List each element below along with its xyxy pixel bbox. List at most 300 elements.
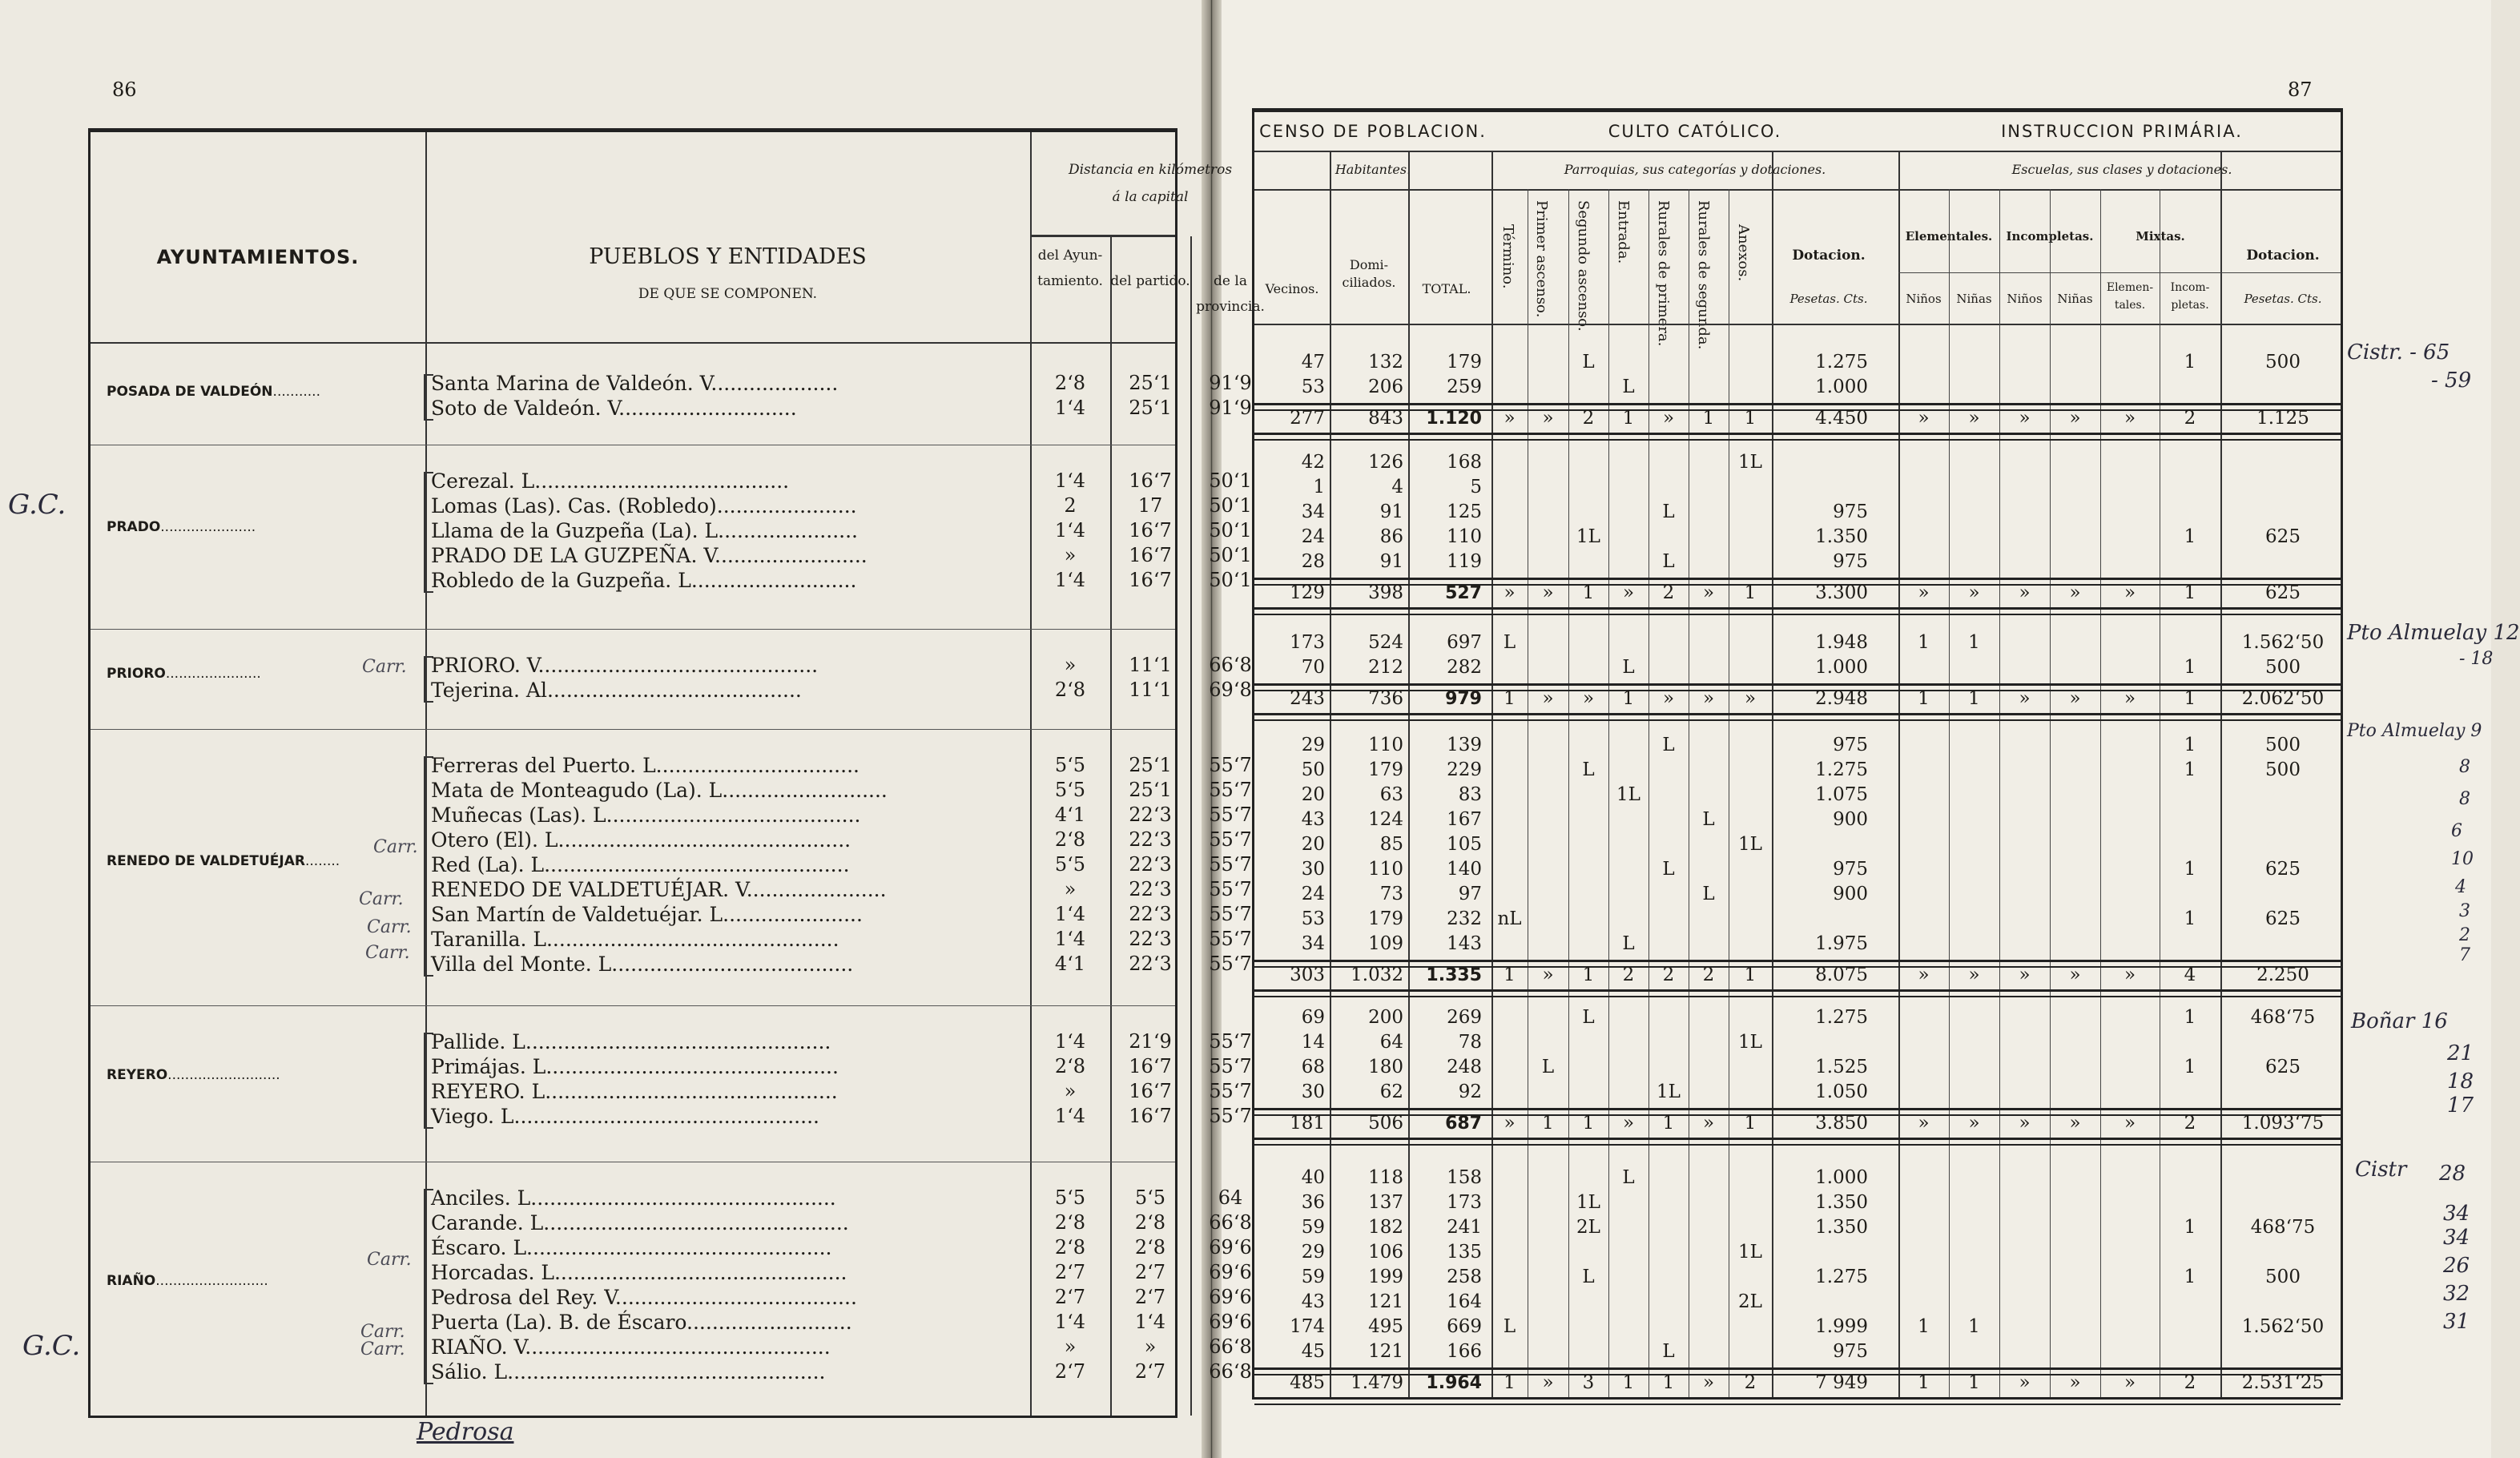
pueblo-name: Llama de la Guzpeña (La). L xyxy=(431,519,719,542)
leader-dots: .............................................. xyxy=(545,1055,839,1078)
total-cell: 139 xyxy=(1447,735,1482,755)
parroquia-total: 1 xyxy=(1744,582,1757,603)
vecinos-cell: 29 xyxy=(1301,735,1325,755)
pueblo-row xyxy=(431,1235,1028,1260)
dotacion-escuela-cell: 468‘75 xyxy=(2250,1217,2316,1238)
distance-provincia: 55‘7 xyxy=(1209,928,1252,950)
distance-provincia: 55‘7 xyxy=(1209,1055,1252,1077)
pueblo-row xyxy=(431,1335,1028,1359)
distance-ayuntamiento: » xyxy=(1064,1080,1077,1102)
leader-dots: ...................... xyxy=(165,666,261,682)
dotacion-cell: 1.050 xyxy=(1815,1081,1868,1102)
parroquia-total: 1 xyxy=(1542,1113,1554,1134)
parroquia-total: 2 xyxy=(1622,965,1635,985)
pueblo-name: Anciles. L xyxy=(431,1186,531,1210)
escuela-total: » xyxy=(2123,408,2136,429)
grid-v-line-esc xyxy=(1949,189,1950,1397)
domiciliados-total: 398 xyxy=(1368,582,1403,603)
grid-v-line-esc xyxy=(2100,189,2101,1397)
distance-partido: 2‘7 xyxy=(1134,1286,1166,1308)
parroquia-cell: L xyxy=(1662,1341,1675,1362)
vecinos-cell: 20 xyxy=(1301,784,1325,805)
parroquia-cell: 1L xyxy=(1576,526,1600,547)
pueblo-name: Otero (El). L xyxy=(431,828,558,852)
parroquia-total: » xyxy=(1542,688,1554,709)
header-escuelas: Escuelas, sus clases y dotaciones. xyxy=(2011,162,2232,177)
escuela-cell: 1 xyxy=(2184,657,2196,678)
right-margin-note: 34 xyxy=(2443,1226,2470,1250)
carr-note: Carr. xyxy=(360,1322,405,1342)
escuela-cell: 1 xyxy=(2184,908,2196,929)
dotacion-escuela-cell: 500 xyxy=(2265,352,2301,373)
pueblo-name: REYERO. L xyxy=(431,1080,545,1103)
pueblo-row xyxy=(431,493,1028,518)
escuela-total: » xyxy=(2123,582,2136,603)
escuela-total: 1 xyxy=(2184,688,2196,709)
domiciliados-cell: 132 xyxy=(1368,352,1403,373)
header-domiciliados: Domi- ciliados. xyxy=(1342,257,1396,290)
vecinos-cell: 34 xyxy=(1301,933,1325,954)
vecinos-cell: 36 xyxy=(1301,1192,1325,1213)
municipality-label: REYERO xyxy=(107,1067,168,1083)
total-bottom-rule xyxy=(1254,607,2341,615)
carr-note: Carr. xyxy=(362,657,407,677)
census-table xyxy=(1252,108,2343,1400)
escuela-total: » xyxy=(2019,688,2031,709)
total-cell: 669 xyxy=(1447,1316,1482,1337)
header-instruccion: INSTRUCCION PRIMÁRIA. xyxy=(2001,122,2243,141)
total-cell: 166 xyxy=(1447,1341,1482,1362)
domiciliados-cell: 63 xyxy=(1379,784,1403,805)
distance-ayuntamiento: 2‘8 xyxy=(1054,1236,1086,1259)
vecinos-cell: 59 xyxy=(1301,1217,1325,1238)
vecinos-cell: 45 xyxy=(1301,1341,1325,1362)
total-cell: 97 xyxy=(1458,884,1482,904)
total-cell: 179 xyxy=(1447,352,1482,373)
leader-dots: ...................... xyxy=(746,878,887,901)
distance-ayuntamiento: 1‘4 xyxy=(1054,519,1086,542)
distance-partido: 16‘7 xyxy=(1129,519,1172,542)
distance-ayuntamiento: 1‘4 xyxy=(1054,1311,1086,1333)
parroquia-total: » xyxy=(1702,1113,1715,1134)
distance-provincia: 55‘7 xyxy=(1209,754,1252,776)
municipality-label: PRIORO xyxy=(107,666,166,682)
vecinos-total: 243 xyxy=(1290,688,1325,709)
parroquia-total: 1 xyxy=(1662,1113,1675,1134)
total-bottom-rule xyxy=(1254,989,2341,997)
distance-provincia: 50‘1 xyxy=(1209,494,1252,517)
total-cell: 140 xyxy=(1447,859,1482,880)
header-pesetas-escuelas: Pesetas. Cts. xyxy=(2244,292,2322,306)
domiciliados-cell: 91 xyxy=(1379,501,1403,522)
carr-note: Carr. xyxy=(367,917,412,937)
habitantes-total: 1.335 xyxy=(1426,965,1482,985)
parroquia-total: 1 xyxy=(1582,965,1595,985)
escuela-total: » xyxy=(2123,965,2136,985)
parroquia-cell: L xyxy=(1582,1007,1595,1028)
header-primer-ascenso: Segundo ascenso. xyxy=(1575,200,1592,332)
domiciliados-cell: 182 xyxy=(1368,1217,1403,1238)
dotacion-cell: 1.350 xyxy=(1815,1192,1868,1213)
domiciliados-cell: 110 xyxy=(1368,859,1403,880)
pueblo-row xyxy=(431,1260,1028,1285)
pueblo-row xyxy=(431,1104,1028,1129)
distance-ayuntamiento: 2‘8 xyxy=(1054,372,1086,394)
distance-ayuntamiento: » xyxy=(1064,1335,1077,1358)
municipality-name xyxy=(107,666,261,682)
header-mixtas: Mixtas. xyxy=(2136,229,2185,244)
vecinos-cell: 70 xyxy=(1301,657,1325,678)
parroquia-cell: L xyxy=(1662,551,1675,572)
dotacion-cell: 975 xyxy=(1833,735,1868,755)
distance-provincia: 91‘9 xyxy=(1209,372,1252,394)
pueblo-name: Cerezal. L xyxy=(431,469,535,493)
domiciliados-cell: 179 xyxy=(1368,908,1403,929)
header-incomp-ninos: Niños xyxy=(2007,292,2043,306)
header-parroquias: Parroquias, sus categorías y dotaciones. xyxy=(1564,162,1826,177)
escuela-cell: 1 xyxy=(1968,1316,1980,1337)
total-cell: 158 xyxy=(1447,1167,1482,1188)
escuela-total: » xyxy=(1918,408,1930,429)
vecinos-cell: 53 xyxy=(1301,908,1325,929)
distance-provincia: 50‘1 xyxy=(1209,519,1252,542)
vecinos-cell: 1 xyxy=(1313,477,1325,497)
leader-dots: .......................... xyxy=(722,779,888,802)
page-number-right: 87 xyxy=(2288,79,2313,101)
municipality-separator xyxy=(91,629,1175,630)
right-margin-note: 26 xyxy=(2443,1254,2470,1278)
header-rurales-primera: Rurales de primera. xyxy=(1655,200,1672,347)
domiciliados-cell: 200 xyxy=(1368,1007,1403,1028)
total-cell: 229 xyxy=(1447,759,1482,780)
vecinos-total: 129 xyxy=(1290,582,1325,603)
carr-note: Carr. xyxy=(360,1339,405,1359)
leader-dots: .......................... xyxy=(690,569,857,592)
pueblo-row xyxy=(431,1186,1028,1210)
municipality-label: RENEDO DE VALDETUÉJAR xyxy=(107,852,305,869)
dotacion-escuela-cell: 1.562‘50 xyxy=(2241,632,2325,653)
pueblo-name: PRADO DE LA GUZPEÑA. V xyxy=(431,544,715,567)
header-pesetas: Pesetas. Cts. xyxy=(1789,292,1868,306)
domiciliados-total: 736 xyxy=(1368,688,1403,709)
header-elem-ninos: Niños xyxy=(1906,292,1942,306)
pueblo-name: Red (La). L xyxy=(431,853,545,876)
distance-partido: 22‘3 xyxy=(1129,903,1172,925)
pueblo-row xyxy=(431,952,1028,977)
header-culto: CULTO CATÓLICO. xyxy=(1608,122,1782,141)
distance-provincia: 69‘8 xyxy=(1209,679,1252,701)
header-ayuntamientos: AYUNTAMIENTOS. xyxy=(156,246,360,268)
parroquia-cell: 1L xyxy=(1738,1032,1762,1053)
municipality-separator xyxy=(91,1005,1175,1006)
distance-partido: 21‘9 xyxy=(1129,1030,1172,1053)
leader-dots: .................................................. xyxy=(507,1360,826,1383)
municipality-label: RIAÑO xyxy=(107,1273,156,1289)
municipality-name xyxy=(107,853,340,869)
distance-ayuntamiento: 1‘4 xyxy=(1054,569,1086,591)
distance-provincia: 55‘7 xyxy=(1209,853,1252,876)
vecinos-cell: 28 xyxy=(1301,551,1325,572)
distance-provincia: 55‘7 xyxy=(1209,878,1252,900)
grid-v-line-esc xyxy=(1999,189,2000,1397)
grid-v-line-par xyxy=(1648,189,1649,1397)
municipality-name xyxy=(107,519,256,535)
parroquia-cell: 1L xyxy=(1738,452,1762,473)
parroquia-cell: L xyxy=(1622,933,1635,954)
header-mix-incompletas: Incom- pletas. xyxy=(2170,281,2210,312)
parroquia-total: 2 xyxy=(1702,965,1715,985)
vecinos-cell: 43 xyxy=(1301,809,1325,830)
margin-note-gc-bottom: G.C. xyxy=(22,1330,81,1362)
distance-partido: » xyxy=(1144,1335,1157,1358)
vecinos-cell: 29 xyxy=(1301,1242,1325,1263)
pueblo-row xyxy=(431,828,1028,852)
parroquia-cell: L xyxy=(1662,859,1675,880)
total-cell: 241 xyxy=(1447,1217,1482,1238)
escuela-total: » xyxy=(1918,965,1930,985)
pueblo-row xyxy=(431,1210,1028,1235)
total-cell: 168 xyxy=(1447,452,1482,473)
parroquia-total: » xyxy=(1702,582,1715,603)
right-margin-note: 21 xyxy=(2447,1041,2474,1065)
parroquia-cell: L xyxy=(1503,1316,1516,1337)
pueblo-row xyxy=(431,1310,1028,1335)
distance-provincia: 91‘9 xyxy=(1209,397,1252,419)
total-cell: 269 xyxy=(1447,1007,1482,1028)
leader-dots: ................................................ xyxy=(530,1186,836,1210)
pueblo-name: Viego. L xyxy=(431,1105,514,1128)
right-margin-note: Boñar 16 xyxy=(2351,1009,2448,1033)
leader-dots: ...................... xyxy=(723,903,863,926)
leader-dots: ................................................ xyxy=(526,1236,832,1259)
parroquia-total: » xyxy=(1542,1372,1554,1393)
domiciliados-cell: 495 xyxy=(1368,1316,1403,1337)
escuela-total: 2 xyxy=(2184,1113,2196,1134)
dotacion-cell: 1.525 xyxy=(1815,1057,1868,1077)
distance-provincia: 55‘7 xyxy=(1209,1105,1252,1127)
pueblo-name: Taranilla. L xyxy=(431,928,546,951)
leader-dots: ........................ xyxy=(715,544,868,567)
dotacion-cell: 1.275 xyxy=(1815,759,1868,780)
escuela-cell: 1 xyxy=(2184,1267,2196,1287)
escuela-total: » xyxy=(2019,582,2031,603)
vecinos-total: 485 xyxy=(1290,1372,1325,1393)
header-del-ayuntamiento: del Ayun- tamiento. xyxy=(1037,248,1103,289)
domiciliados-cell: 106 xyxy=(1368,1242,1403,1263)
leader-dots: ...................... xyxy=(716,494,857,518)
domiciliados-cell: 73 xyxy=(1379,884,1403,904)
dotacion-cell: 975 xyxy=(1833,551,1868,572)
total-cell: 135 xyxy=(1447,1242,1482,1263)
dotacion-escuela-total: 2.531‘25 xyxy=(2241,1372,2325,1393)
distance-partido: 5‘5 xyxy=(1134,1186,1166,1209)
escuela-total: » xyxy=(1918,582,1930,603)
distance-ayuntamiento: 5‘5 xyxy=(1054,754,1086,776)
total-bottom-rule xyxy=(1254,1138,2341,1146)
total-cell: 697 xyxy=(1447,632,1482,653)
parroquia-cell: L xyxy=(1622,657,1635,678)
dotacion-cell: 1.075 xyxy=(1815,784,1868,805)
distance-ayuntamiento: 2‘7 xyxy=(1054,1261,1086,1283)
distance-partido: 2‘8 xyxy=(1134,1211,1166,1234)
total-cell: 78 xyxy=(1458,1032,1482,1053)
leader-dots: .............................................. xyxy=(545,1080,838,1103)
total-cell: 259 xyxy=(1447,377,1482,397)
grid-h-line-esc xyxy=(1898,272,2341,273)
escuela-cell: 1 xyxy=(1968,632,1980,653)
pueblo-name: Lomas (Las). Cas. (Robledo) xyxy=(431,494,717,518)
leader-dots: .............................................. xyxy=(545,928,839,951)
escuela-total: 1 xyxy=(1918,1372,1930,1393)
dotacion-cell: 1.948 xyxy=(1815,632,1868,653)
pueblo-name: Éscaro. L xyxy=(431,1236,527,1259)
vecinos-cell: 59 xyxy=(1301,1267,1325,1287)
distance-partido: 25‘1 xyxy=(1129,397,1172,419)
total-cell: 248 xyxy=(1447,1057,1482,1077)
parroquia-total: » xyxy=(1702,688,1715,709)
grid-v-line-esc xyxy=(2050,189,2051,1397)
distance-partido: 16‘7 xyxy=(1129,1105,1172,1127)
escuela-total: 1 xyxy=(2184,582,2196,603)
parroquia-cell: L xyxy=(1622,377,1635,397)
header-dotacion: Dotacion. xyxy=(1792,248,1866,264)
distance-provincia: 50‘1 xyxy=(1209,469,1252,492)
distance-partido: 25‘1 xyxy=(1129,754,1172,776)
distance-provincia: 55‘7 xyxy=(1209,1030,1252,1053)
right-margin-note: 32 xyxy=(2443,1282,2470,1306)
vecinos-total: 181 xyxy=(1290,1113,1325,1134)
distance-ayuntamiento: » xyxy=(1064,654,1077,676)
vecinos-cell: 24 xyxy=(1301,884,1325,904)
domiciliados-total: 1.479 xyxy=(1351,1372,1403,1393)
parroquia-total: » xyxy=(1662,688,1675,709)
header-distancia-line1: Distancia en kilómetros xyxy=(1068,162,1233,178)
total-cell: 232 xyxy=(1447,908,1482,929)
grid-v-line xyxy=(1898,151,1900,1397)
header-distancia-line2: á la capital xyxy=(1112,189,1189,205)
leader-dots: ...................... xyxy=(160,518,256,535)
distance-provincia: 69‘6 xyxy=(1209,1236,1252,1259)
escuela-total: » xyxy=(1968,408,1980,429)
parroquia-total: 1 xyxy=(1744,1113,1757,1134)
right-margin-note: 17 xyxy=(2447,1094,2474,1118)
distance-ayuntamiento: » xyxy=(1064,544,1077,566)
distance-partido: 16‘7 xyxy=(1129,469,1172,492)
escuela-cell: 1 xyxy=(2184,352,2196,373)
dotacion-cell: 1.975 xyxy=(1815,933,1868,954)
dotacion-total: 3.850 xyxy=(1815,1113,1868,1134)
pueblo-row xyxy=(431,678,1028,703)
distance-ayuntamiento: 1‘4 xyxy=(1054,1030,1086,1053)
parroquia-total: » xyxy=(1622,1113,1635,1134)
right-margin-note: 7 xyxy=(2459,945,2470,965)
domiciliados-total: 506 xyxy=(1368,1113,1403,1134)
domiciliados-cell: 524 xyxy=(1368,632,1403,653)
parroquia-total: 1 xyxy=(1504,1372,1516,1393)
escuela-total: » xyxy=(2123,1113,2136,1134)
leader-dots: .............................................. xyxy=(558,828,851,852)
vecinos-cell: 34 xyxy=(1301,501,1325,522)
dotacion-cell: 1.275 xyxy=(1815,1267,1868,1287)
parroquia-cell: L xyxy=(1662,735,1675,755)
carr-note: Carr. xyxy=(373,837,418,857)
vecinos-total: 303 xyxy=(1290,965,1325,985)
municipality-separator xyxy=(91,729,1175,730)
dotacion-cell: 1.275 xyxy=(1815,1007,1868,1028)
domiciliados-cell: 121 xyxy=(1368,1341,1403,1362)
domiciliados-cell: 124 xyxy=(1368,809,1403,830)
pueblo-row xyxy=(431,753,1028,778)
header-incompletas: Incompletas. xyxy=(2006,229,2094,244)
dotacion-escuela-total: 625 xyxy=(2265,582,2301,603)
total-cell: 258 xyxy=(1447,1267,1482,1287)
leader-dots: ...................... xyxy=(718,519,858,542)
dotacion-escuela-cell: 500 xyxy=(2265,1267,2301,1287)
dotacion-cell: 975 xyxy=(1833,1341,1868,1362)
dotacion-escuela-cell: 500 xyxy=(2265,657,2301,678)
distance-ayuntamiento: 2‘7 xyxy=(1054,1286,1086,1308)
distance-partido: 2‘7 xyxy=(1134,1360,1166,1383)
domiciliados-cell: 206 xyxy=(1368,377,1403,397)
habitantes-total: 1.964 xyxy=(1426,1373,1482,1393)
leader-dots: .......................... xyxy=(686,1311,852,1334)
parroquia-cell: L xyxy=(1582,759,1595,780)
dotacion-escuela-cell: 625 xyxy=(2265,908,2301,929)
parroquia-cell: 1L xyxy=(1657,1081,1681,1102)
total-bottom-rule xyxy=(1254,433,2341,441)
leader-dots: ........................................ xyxy=(606,804,861,827)
escuela-total: 4 xyxy=(2184,965,2196,985)
leader-dots: .......................... xyxy=(167,1067,280,1083)
habitantes-total: 527 xyxy=(1445,583,1482,603)
parroquia-total: 1 xyxy=(1622,1372,1635,1393)
dotacion-cell: 900 xyxy=(1833,884,1868,904)
pueblo-name: RENEDO DE VALDETUÉJAR. V xyxy=(431,878,747,901)
pueblo-row xyxy=(431,1285,1028,1310)
vecinos-cell: 68 xyxy=(1301,1057,1325,1077)
pueblo-name: Puerta (La). B. de Éscaro xyxy=(431,1311,687,1334)
grid-v-line xyxy=(1491,151,1493,1397)
distance-partido: 2‘7 xyxy=(1134,1261,1166,1283)
domiciliados-cell: 110 xyxy=(1368,735,1403,755)
pueblo-row xyxy=(431,518,1028,543)
dotacion-cell: 900 xyxy=(1833,809,1868,830)
distance-provincia: 66‘8 xyxy=(1209,1335,1252,1358)
total-cell: 105 xyxy=(1447,834,1482,855)
pueblo-name: Robledo de la Guzpeña. L xyxy=(431,569,691,592)
pueblo-name: RIAÑO. V xyxy=(431,1335,525,1359)
right-margin-note: 8 xyxy=(2459,757,2470,777)
distance-partido: 2‘8 xyxy=(1134,1236,1166,1259)
domiciliados-cell: 85 xyxy=(1379,834,1403,855)
parroquia-cell: L xyxy=(1541,1057,1555,1077)
distance-ayuntamiento: 5‘5 xyxy=(1054,1186,1086,1209)
parroquia-cell: L xyxy=(1622,1167,1635,1188)
parroquia-total: » xyxy=(1622,582,1635,603)
distance-ayuntamiento: » xyxy=(1064,878,1077,900)
leader-dots: ................................ xyxy=(655,754,859,777)
pueblo-row xyxy=(431,543,1028,568)
dotacion-cell: 1.350 xyxy=(1815,526,1868,547)
distance-ayuntamiento: 1‘4 xyxy=(1054,397,1086,419)
parroquia-total: 2 xyxy=(1582,408,1595,429)
distance-provincia: 66‘8 xyxy=(1209,1211,1252,1234)
leader-dots: ................................................ xyxy=(513,1105,819,1128)
dotacion-cell: 1.999 xyxy=(1815,1316,1868,1337)
parroquia-total: 2 xyxy=(1744,1372,1757,1393)
municipality-name xyxy=(107,384,320,400)
vecinos-cell: 53 xyxy=(1301,377,1325,397)
